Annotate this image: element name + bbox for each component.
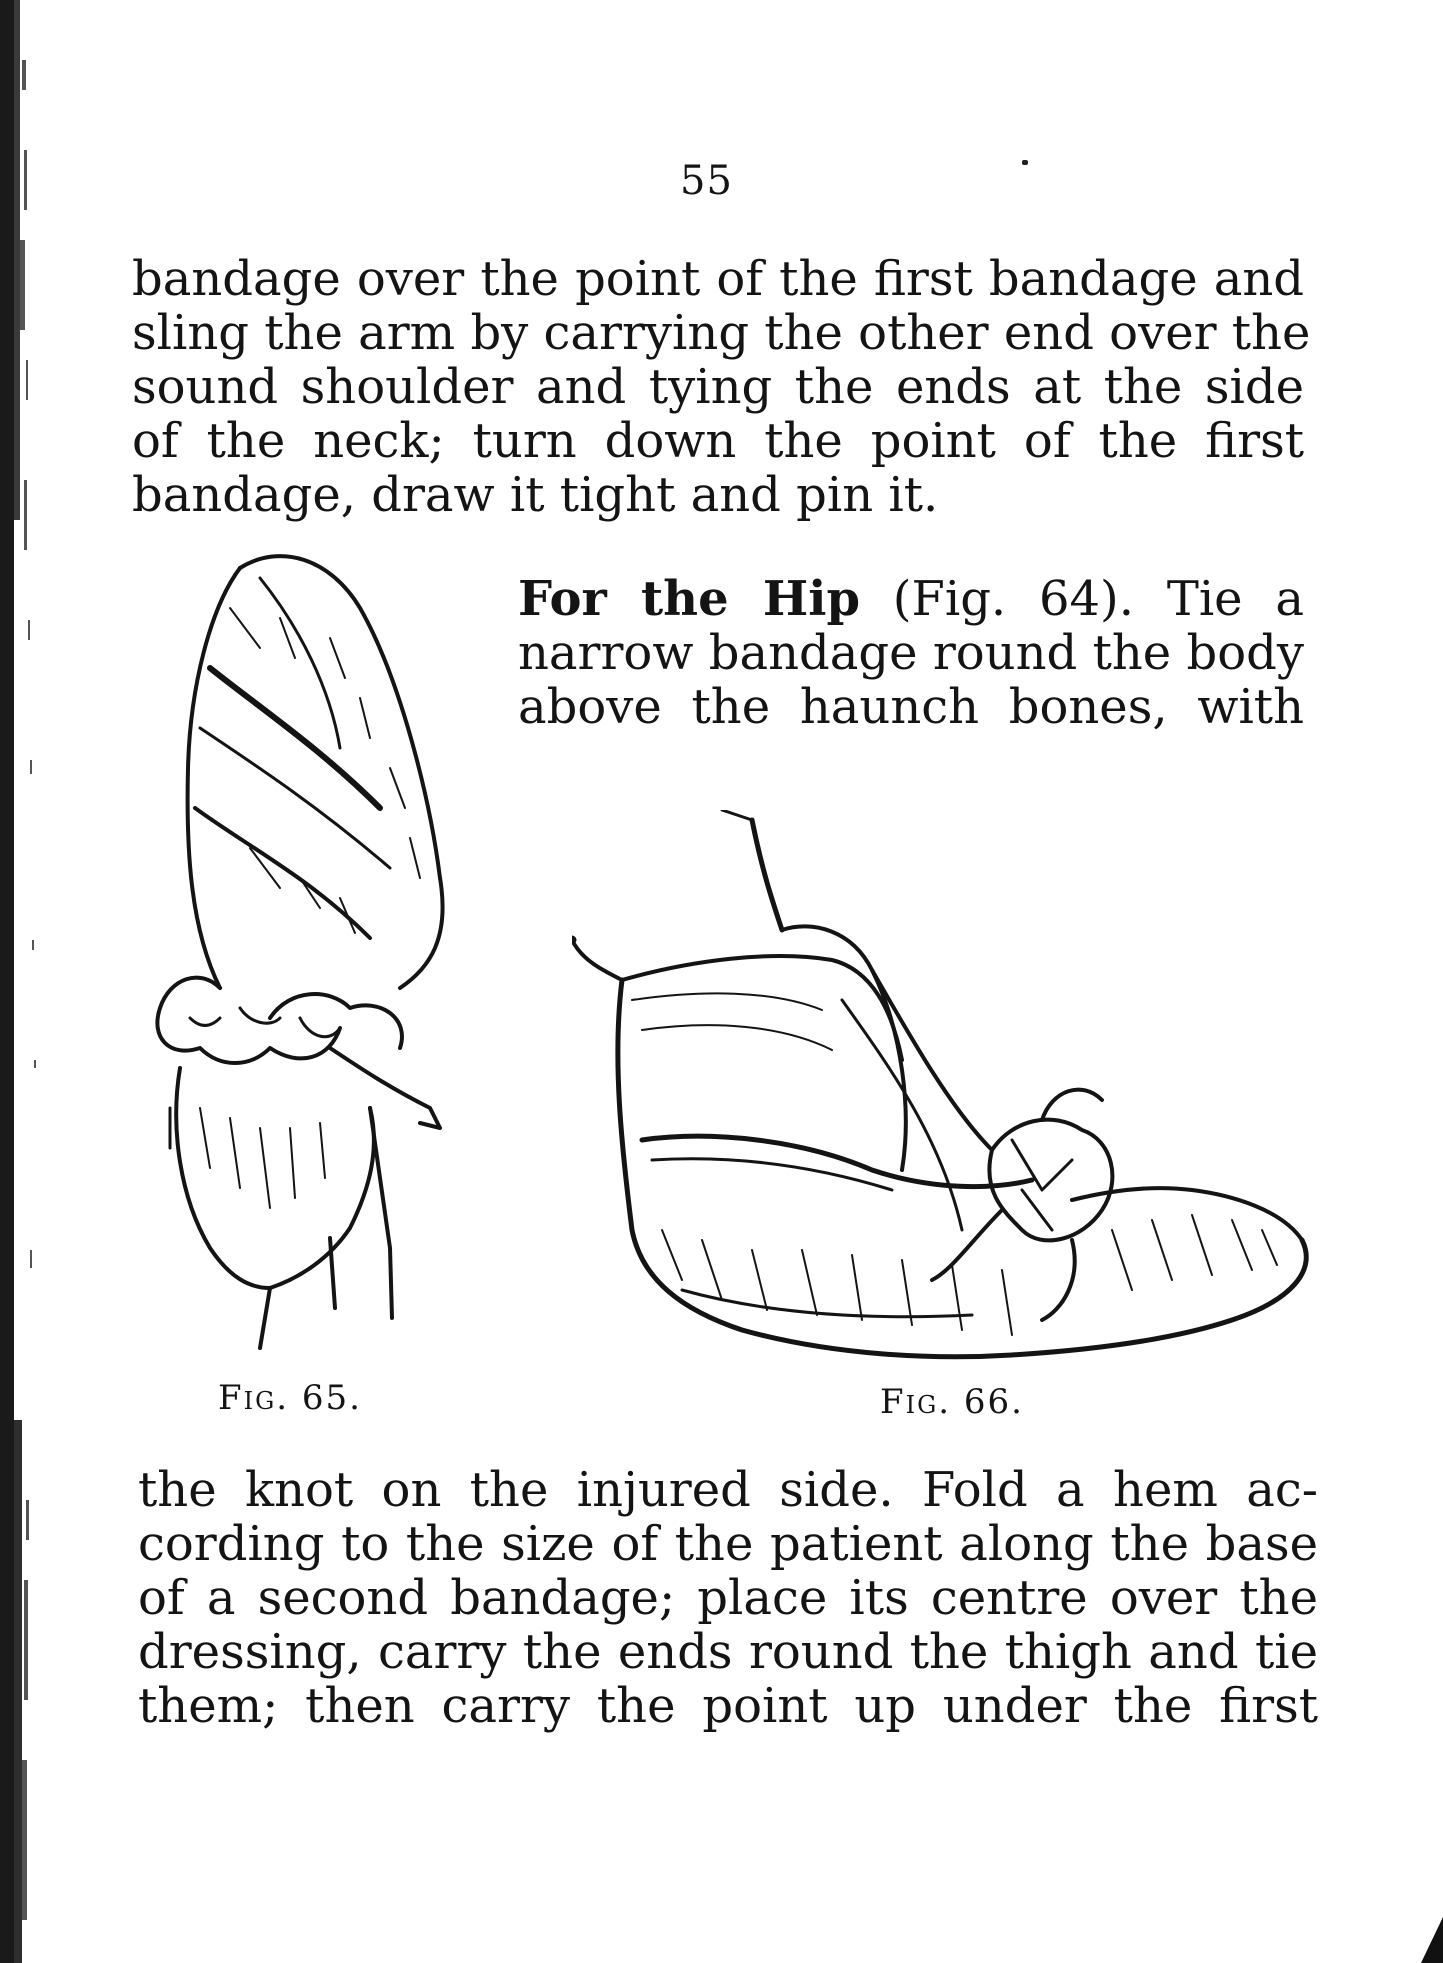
corner-mark xyxy=(1421,1917,1443,1963)
text-line: dressing, carry the ends round the thigh and tie xyxy=(138,1624,1318,1680)
figure-65-illustration xyxy=(130,548,480,1368)
heading-reference: (Fig. 64). Tie a xyxy=(860,571,1305,627)
paragraph-bottom xyxy=(138,1463,1318,1733)
hip-section xyxy=(518,572,1304,734)
hip-heading-line xyxy=(518,572,1304,626)
page-number: 55 xyxy=(680,158,733,204)
text-line: bandage over the point of the first bandage and xyxy=(132,251,1304,307)
paragraph-top xyxy=(132,251,1311,523)
text-line: sling the arm by carrying the other end over the xyxy=(132,305,1311,361)
text-line: bandage, draw it tight and pin it. xyxy=(132,467,939,523)
text-line: narrow bandage round the body xyxy=(518,625,1304,681)
text-line: of a second bandage; place its centre over the xyxy=(138,1570,1318,1626)
figure-65-caption: Fig. 65. xyxy=(218,1378,362,1418)
text-line: above the haunch bones, with xyxy=(518,679,1304,735)
text-line: sound shoulder and tying the ends at the side xyxy=(132,359,1304,415)
text-line: the knot on the injured side. Fold a hem ac- xyxy=(138,1462,1318,1518)
binding-edge xyxy=(0,0,56,1963)
text-line: cording to the size of the patient along the base xyxy=(138,1516,1318,1572)
text-line: of the neck; turn down the point of the first xyxy=(132,413,1304,469)
figure-66-caption: Fig. 66. xyxy=(880,1382,1024,1422)
text-line: them; then carry the point up under the first xyxy=(138,1678,1318,1734)
ink-speck xyxy=(1022,160,1028,165)
section-heading: For the Hip xyxy=(518,571,861,627)
figure-66-illustration xyxy=(572,810,1322,1380)
